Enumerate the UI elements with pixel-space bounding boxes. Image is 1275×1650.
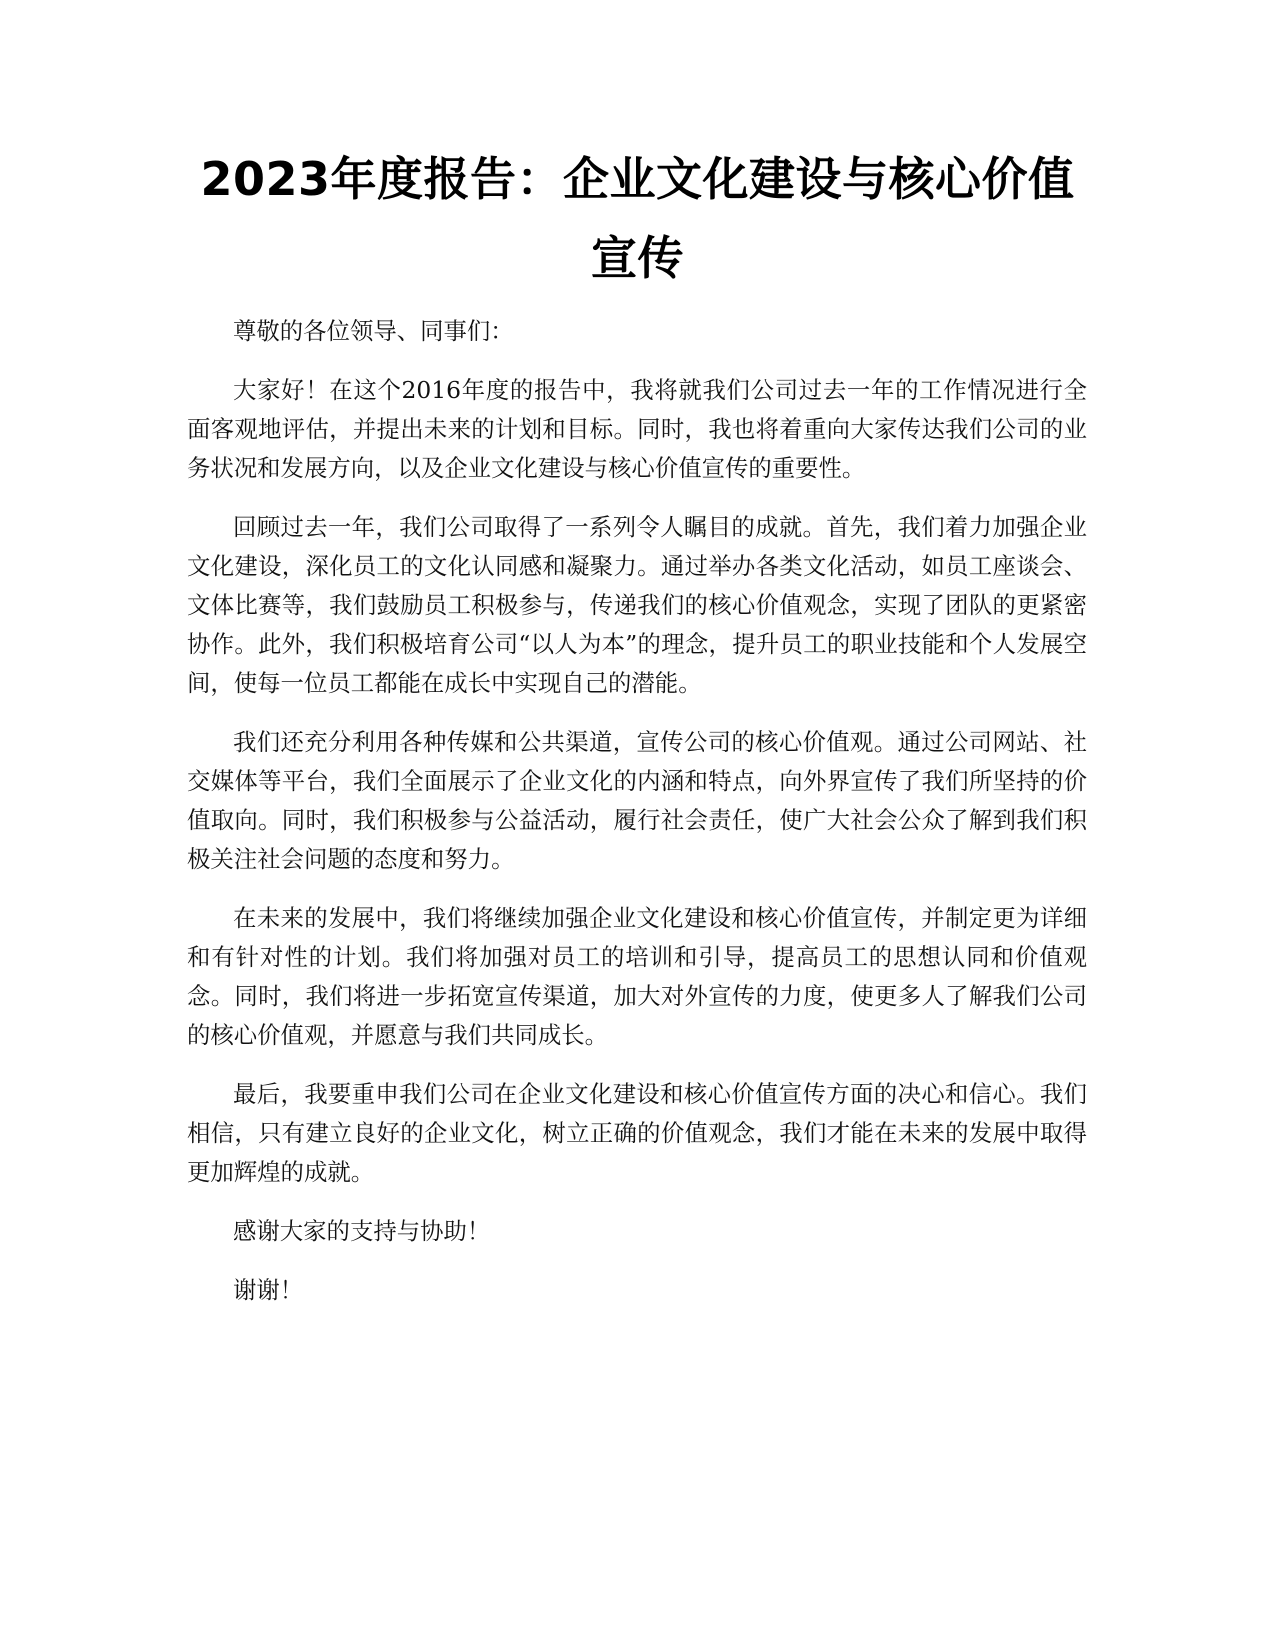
salutation-paragraph: 尊敬的各位领导、同事们： [233,317,514,345]
body-paragraph: 在未来的发展中，我们将继续加强企业文化建设和核心价值宣传，并制定更为详细和有针对性的计划。我们将加强对员工的培训和引导，提高员工的思想认同和价值观念。同时，我们将进一步拓宽宣传渠道，加大对外宣传的力度，使更多人了解我们公司的核心价值观，并愿意与我们共同成长。 [187,904,1087,1049]
body-paragraph: 大家好！在这个2016年度的报告中，我将就我们公司过去一年的工作情况进行全面客观地评估，并提出未来的计划和目标。同时，我也将着重向大家传达我们公司的业务状况和发展方向，以及企业文化建设与核心价值宣传的重要性。 [187,376,1087,482]
closing-paragraph: 谢谢！ [233,1276,304,1304]
document-body [187,312,1087,1330]
body-paragraph: 回顾过去一年，我们公司取得了一系列令人瞩目的成就。首先，我们着力加强企业文化建设，深化员工的文化认同感和凝聚力。通过举办各类文化活动，如员工座谈会、文体比赛等，我们鼓励员工积极参与，传递我们的核心价值观念，实现了团队的更紧密协作。此外，我们积极培育公司“以人为本”的理念，提升员工的职业技能和个人发展空间，使每一位员工都能在成长中实现自己的潜能。 [187,513,1087,697]
body-paragraph: 我们还充分利用各种传媒和公共渠道，宣传公司的核心价值观。通过公司网站、社交媒体等平台，我们全面展示了企业文化的内涵和特点，向外界宣传了我们所坚持的价值取向。同时，我们积极参与公益活动，履行社会责任，使广大社会公众了解到我们积极关注社会问题的态度和努力。 [187,728,1087,873]
document-title: 2023年度报告：企业文化建设与核心价值宣传 [200,152,1075,285]
body-paragraph: 最后，我要重申我们公司在企业文化建设和核心价值宣传方面的决心和信心。我们相信，只有建立良好的企业文化，树立正确的价值观念，我们才能在未来的发展中取得更加辉煌的成就。 [187,1080,1087,1186]
thanks-paragraph: 感谢大家的支持与协助！ [233,1217,491,1245]
